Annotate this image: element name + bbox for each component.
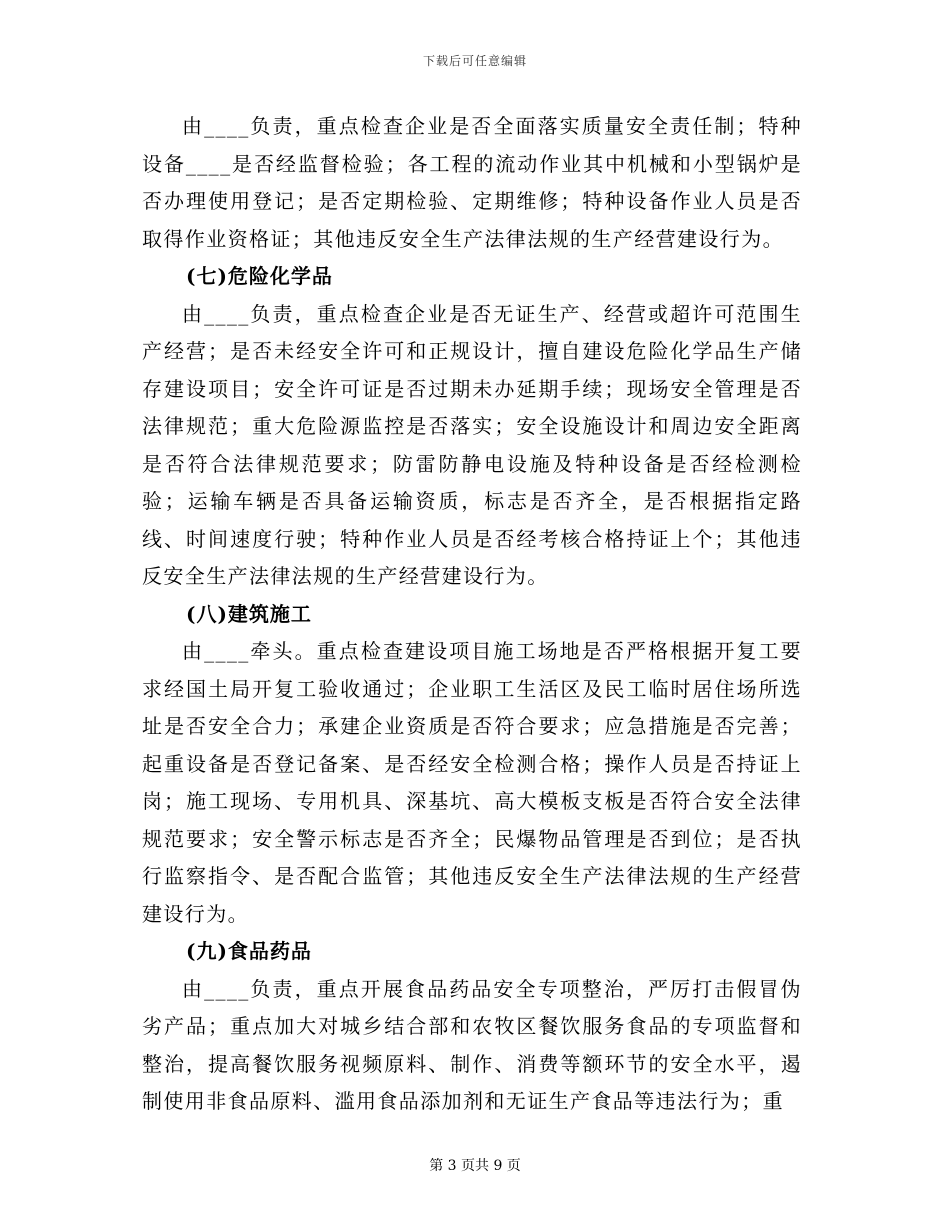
document-body	[142, 108, 802, 1121]
page-header: 下载后可任意编辑	[422, 54, 527, 68]
paragraph-construction: 由____牵头。重点检查建设项目施工场地是否严格根据开复工要求经国土局开复工验收通过；企业职工生活区及民工临时居住场所选址是否安全合力；承建企业资质是否符合要求；应急措施是否完善；起重设备是否登记备案、是否经安全检测合格；操作人员是否持证上岗；施工现场、专用机具、深基坑、高大模板支板是否符合安全法律规范要求；安全警示标志是否齐全；民爆物品管理是否到位；是否执行监察指令、是否配合监管；其他违反安全生产法律法规的生产经营建设行为。	[142, 639, 802, 926]
paragraph-hazardous-chemicals: 由____负责，重点检查企业是否无证生产、经营或超许可范围生产经营；是否未经安全许可和正规设计，擅自建设危险化学品生产储存建设项目；安全许可证是否过期未办延期手续；现场安全管理是否法律规范；重大危险源监控是否落实；安全设施设计和周边安全距离是否符合法律规范要求；防雷防静电设施及特种设备是否经检测检验；运输车辆是否具备运输资质，标志是否齐全，是否根据指定路线、时间速度行驶；特种作业人员是否经考核合格持证上个；其他违反安全生产法律法规的生产经营建设行为。	[142, 301, 802, 588]
section-heading-food-drugs: (九)食品药品	[186, 939, 312, 963]
paragraph-food-drugs: 由____负责，重点开展食品药品安全专项整治，严厉打击假冒伪劣产品；重点加大对城乡结合部和农牧区餐饮服务食品的专项监督和整治，提高餐饮服务视频原料、制作、消费等额环节的安全水平，遏制使用非食品原料、滥用食品添加剂和无证生产食品等违法行为；重	[142, 976, 802, 1113]
section-heading-hazardous-chemicals: (七)危险化学品	[186, 264, 333, 288]
section-heading-construction: (八)建筑施工	[186, 601, 312, 626]
page-footer: 第 3 页共 9 页	[429, 1158, 521, 1174]
paragraph-special-equipment: 由____负责，重点检查企业是否全面落实质量安全责任制；特种设备____是否经监督检验；各工程的流动作业其中机械和小型锅炉是否办理使用登记；是否定期检验、定期维修；特种设备作业人员是否取得作业资格证；其他违反安全生产法律法规的生产经营建设行为。	[142, 114, 802, 251]
